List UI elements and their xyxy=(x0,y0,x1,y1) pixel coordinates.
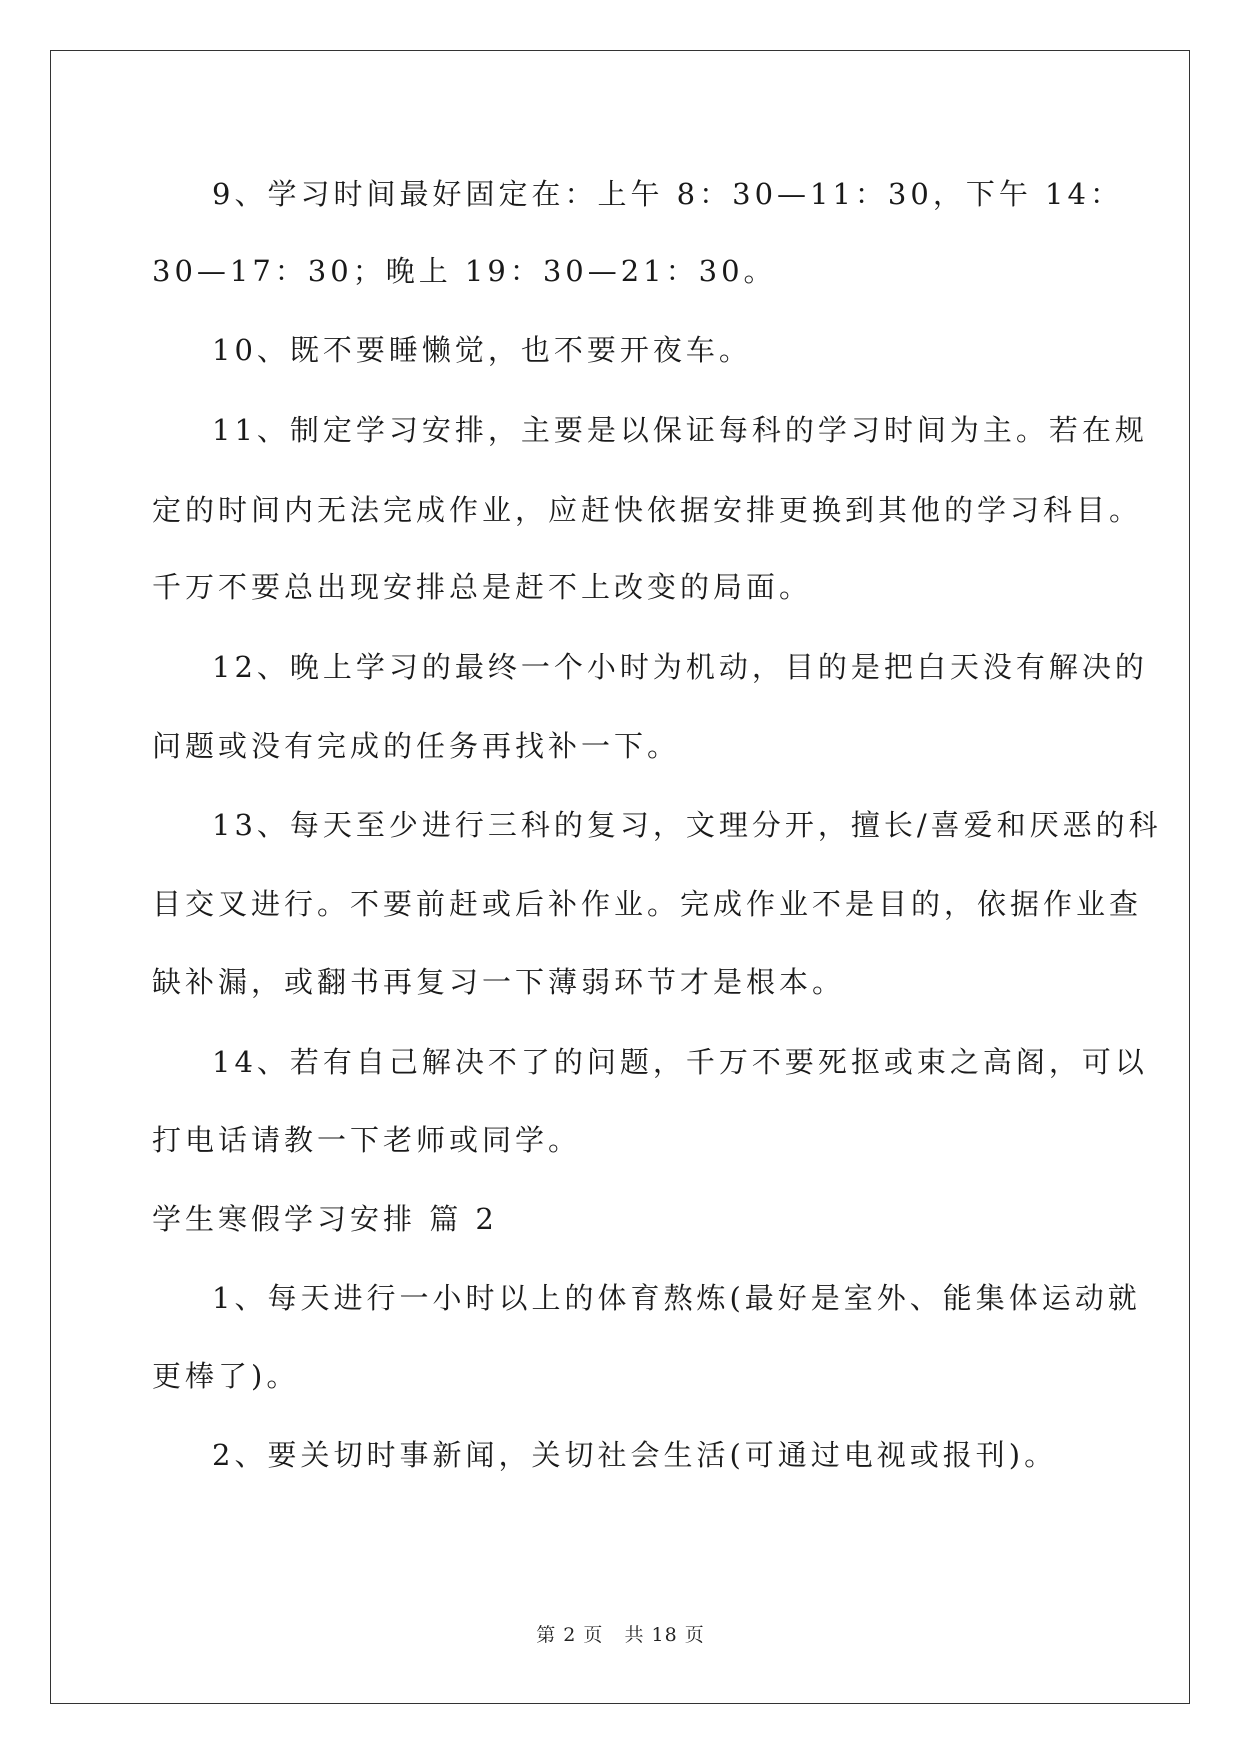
paragraph-13-line-2: 目交叉进行。不要前赶或后补作业。完成作业不是目的，依据作业查 xyxy=(152,887,1143,921)
paragraph-14-line-1: 14、若有自己解决不了的问题，千万不要死抠或束之高阁，可以 xyxy=(212,1045,1148,1079)
item-2: 2、要关切时事新闻，关切社会生活(可通过电视或报刊)。 xyxy=(212,1438,1058,1472)
paragraph-11-line-3: 千万不要总出现安排总是赶不上改变的局面。 xyxy=(152,570,813,604)
page-footer xyxy=(0,1620,1241,1647)
paragraph-12-line-1: 12、晚上学习的最终一个小时为机动，目的是把白天没有解决的 xyxy=(212,650,1148,684)
paragraph-13-line-3: 缺补漏，或翻书再复习一下薄弱环节才是根本。 xyxy=(152,965,846,999)
paragraph-12-line-2: 问题或没有完成的任务再找补一下。 xyxy=(152,729,681,763)
paragraph-14-line-2: 打电话请教一下老师或同学。 xyxy=(152,1123,582,1157)
paragraph-11-line-1: 11、制定学习安排，主要是以保证每科的学习时间为主。若在规 xyxy=(212,413,1148,447)
page-number: 第 2 页 共 18 页 xyxy=(536,1624,705,1646)
paragraph-9-line-2: 30—17：30；晚上 19：30—21：30。 xyxy=(152,254,777,288)
item-1-line-1: 1、每天进行一小时以上的体育熬炼(最好是室外、能集体运动就 xyxy=(212,1281,1141,1315)
item-1-line-2: 更棒了)。 xyxy=(152,1359,300,1393)
paragraph-9-line-1: 9、学习时间最好固定在：上午 8：30—11：30，下午 14： xyxy=(212,177,1123,211)
paragraph-13-line-1: 13、每天至少进行三科的复习，文理分开，擅长/喜爱和厌恶的科 xyxy=(212,808,1162,842)
paragraph-10: 10、既不要睡懒觉，也不要开夜车。 xyxy=(212,333,752,367)
section-heading: 学生寒假学习安排 篇 2 xyxy=(152,1202,498,1236)
paragraph-11-line-2: 定的时间内无法完成作业，应赶快依据安排更换到其他的学习科目。 xyxy=(152,493,1143,527)
